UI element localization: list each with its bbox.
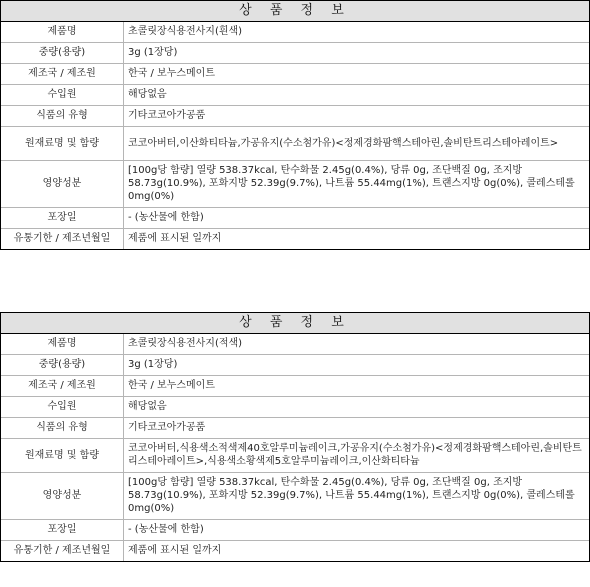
table-row [1,334,589,354]
row-value-ingredients: 코코아버터,이산화티타늄,가공유지(수소첨가유)<정제경화팜핵스테아린,솔비탄트리스테아레이트> [124,126,590,160]
table-row [1,22,589,42]
table-row [1,63,589,84]
row-value-importer: 해당없음 [124,396,590,417]
row-value-expiry: 제품에 표시된 일까지 [124,540,590,561]
table-row [1,84,589,105]
row-label-packaging-date: 포장일 [1,207,124,228]
row-value-nutrition: [100g당 함량] 열량 538.37kcal, 탄수화물 2.45g(0.4%), 당류 0g, 조단백질 0g, 조지방 58.73g(10.9%), 포화지방 52.39g(9.7%), 나트륨 55.44mg(1%), 트랜스지방 0g(0%), 콜레스테롤 0mg(0%) [124,472,590,519]
table-row [1,354,589,375]
table-row [1,472,589,519]
row-value-packaging-date: - (농산물에 한함) [124,207,590,228]
row-label-product-name: 제품명 [1,22,124,42]
row-label-food-type: 식품의 유형 [1,105,124,126]
table-row [1,105,589,126]
product-info-table [1,22,589,249]
table-row [1,438,589,472]
product-info-panel-red [0,312,590,562]
row-label-product-name: 제품명 [1,334,124,354]
table-row [1,228,589,249]
table-row [1,207,589,228]
table-row [1,160,589,207]
product-info-panel-white [0,0,590,250]
row-value-product-name: 초콜릿장식용전사지(적색) [124,334,590,354]
row-value-expiry: 제품에 표시된 일까지 [124,228,590,249]
row-value-food-type: 기타코코아가공품 [124,105,590,126]
row-value-nutrition: [100g당 함량] 열량 538.37kcal, 탄수화물 2.45g(0.4%), 당류 0g, 조단백질 0g, 조지방 58.73g(10.9%), 포화지방 52.39g(9.7%), 나트륨 55.44mg(1%), 트랜스지방 0g(0%), 콜레스테롤 0mg(0%) [124,160,590,207]
row-label-manufacturer: 제조국 / 제조원 [1,375,124,396]
row-label-importer: 수입원 [1,84,124,105]
row-label-packaging-date: 포장일 [1,519,124,540]
product-info-table [1,334,589,561]
row-value-food-type: 기타코코아가공품 [124,417,590,438]
row-label-expiry: 유통기한 / 제조년월일 [1,540,124,561]
row-label-ingredients: 원재료명 및 함량 [1,438,124,472]
table-row [1,417,589,438]
panel-title: 상 품 정 보 [1,313,589,334]
row-value-weight: 3g (1장당) [124,42,590,63]
table-row [1,375,589,396]
row-label-nutrition: 영양성분 [1,472,124,519]
row-value-manufacturer: 한국 / 보누스메이트 [124,375,590,396]
table-row [1,396,589,417]
panel-title: 상 품 정 보 [1,1,589,22]
row-value-ingredients: 코코아버터,식용색소적색제40호알루미늄레이크,가공유지(수소첨가유)<정제경화팜핵스테아린,솔비탄트리스테아레이트>,식용색소황색제5호알루미늄레이크,이산화티타늄 [124,438,590,472]
table-row [1,519,589,540]
row-label-weight: 중량(용량) [1,42,124,63]
table-row [1,126,589,160]
row-value-manufacturer: 한국 / 보누스메이트 [124,63,590,84]
row-label-nutrition: 영양성분 [1,160,124,207]
row-label-expiry: 유통기한 / 제조년월일 [1,228,124,249]
row-label-food-type: 식품의 유형 [1,417,124,438]
table-row [1,42,589,63]
row-label-importer: 수입원 [1,396,124,417]
row-value-importer: 해당없음 [124,84,590,105]
row-label-ingredients: 원재료명 및 함량 [1,126,124,160]
row-label-manufacturer: 제조국 / 제조원 [1,63,124,84]
row-value-packaging-date: - (농산물에 한함) [124,519,590,540]
row-value-weight: 3g (1장당) [124,354,590,375]
row-label-weight: 중량(용량) [1,354,124,375]
table-row [1,540,589,561]
row-value-product-name: 초콜릿장식용전사지(흰색) [124,22,590,42]
